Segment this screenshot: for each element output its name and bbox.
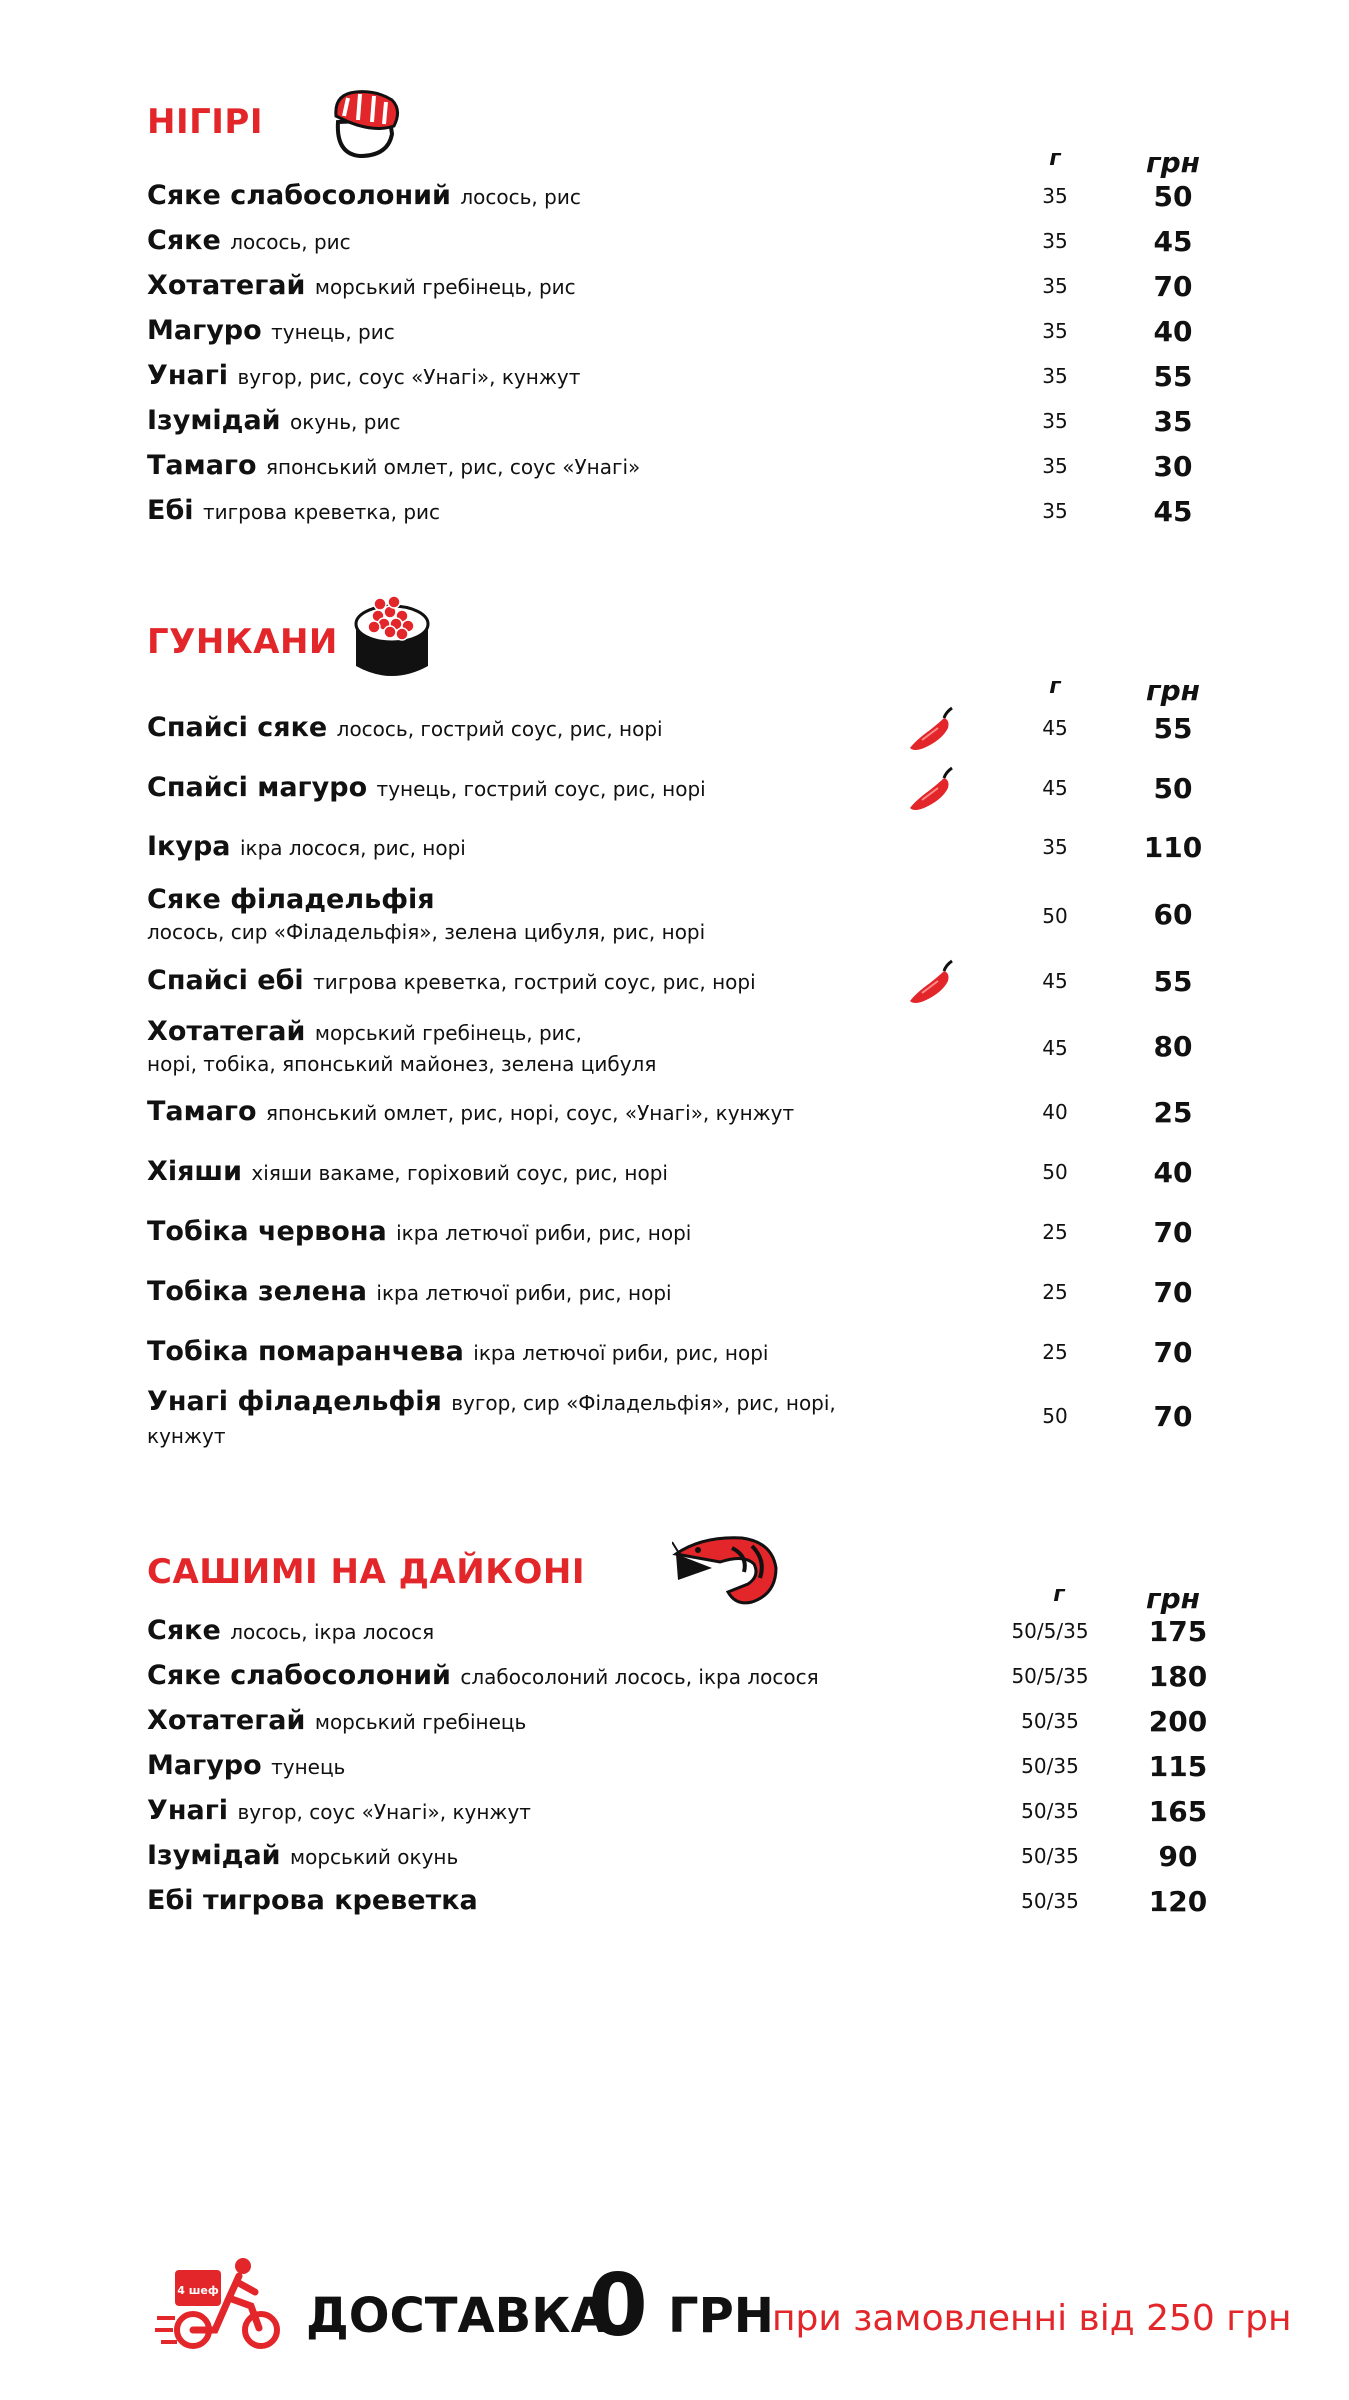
item-price: 50: [1153, 180, 1193, 213]
item-weight: 45: [1042, 1036, 1068, 1060]
sashimi-title: САШИМІ НА ДАЙКОНІ: [147, 1552, 585, 1592]
delivery-currency: ГРН: [668, 2288, 774, 2344]
item-description: морський окунь: [290, 1845, 459, 1869]
item-name: Ізумідай: [147, 1840, 281, 1871]
item-price: 25: [1153, 1096, 1193, 1129]
price-column-header: грн: [1145, 674, 1201, 707]
item-weight: 50: [1042, 904, 1068, 928]
chili-pepper-icon: [906, 959, 956, 1007]
delivery-condition: при замовленні від 250 грн: [772, 2298, 1292, 2339]
item-name: Магуро: [147, 1750, 262, 1781]
item-description: слабосолоний лосось, ікра лосося: [460, 1665, 819, 1689]
item-name: Хотатегай: [147, 1705, 306, 1736]
item-price: 120: [1148, 1885, 1208, 1918]
item-price: 45: [1153, 495, 1193, 528]
item-description: лосось, сир «Філадельфія», зелена цибуля, рис, норі: [147, 920, 706, 944]
item-name: Сяке: [147, 1615, 221, 1646]
item-weight: 50/35: [1021, 1889, 1079, 1913]
item-weight: 35: [1042, 835, 1068, 859]
item-name: Ебі тигрова креветка: [147, 1885, 478, 1916]
delivery-word: ДОСТАВКА: [306, 2288, 608, 2344]
item-name: Тобіка зелена: [147, 1276, 367, 1307]
item-price: 165: [1148, 1795, 1208, 1828]
item-description: тигрова креветка, рис: [202, 500, 441, 524]
item-price: 70: [1153, 1276, 1193, 1309]
item-description: тунець: [271, 1755, 346, 1779]
item-name: Тобіка помаранчева: [147, 1336, 464, 1367]
item-weight: 45: [1042, 716, 1068, 740]
item-name: Тобіка червона: [147, 1216, 387, 1247]
item-price: 55: [1153, 712, 1193, 745]
item-description: окунь, рис: [290, 410, 401, 434]
item-price: 70: [1153, 1336, 1193, 1369]
item-weight: 35: [1042, 184, 1068, 208]
item-weight: 50/35: [1021, 1709, 1079, 1733]
item-description: ікра летючої риби, рис, норі: [473, 1341, 769, 1365]
courier-box-label: 4 шеф: [177, 2284, 219, 2297]
item-name: Спайсі магуро: [147, 772, 368, 803]
item-price: 200: [1148, 1705, 1208, 1738]
item-weight: 25: [1042, 1280, 1068, 1304]
gunkan-sushi-icon: [350, 594, 434, 684]
shrimp-icon: [672, 1528, 782, 1608]
item-description: тунець, гострий соус, рис, норі: [376, 777, 706, 801]
item-description: вугор, сир «Філадельфія», рис, норі,: [451, 1391, 836, 1415]
item-description: японський омлет, рис, норі, соус, «Унагі», кунжут: [266, 1101, 795, 1125]
item-weight: 50: [1042, 1404, 1068, 1428]
item-description: морський гребінець, рис,: [314, 1021, 583, 1045]
item-weight: 35: [1042, 409, 1068, 433]
item-price: 70: [1153, 1400, 1193, 1433]
item-weight: 35: [1042, 499, 1068, 523]
item-name: Сяке слабосолоний: [147, 180, 451, 211]
item-price: 40: [1153, 315, 1193, 348]
weight-column-header: г: [1049, 146, 1061, 171]
item-description: морський гребінець, рис: [314, 275, 576, 299]
item-description: вугор, соус «Унагі», кунжут: [237, 1800, 531, 1824]
price-column-header: грн: [1145, 1582, 1201, 1615]
item-price: 60: [1153, 898, 1193, 931]
item-price: 70: [1153, 1216, 1193, 1249]
item-name: Сяке: [147, 225, 221, 256]
chili-pepper-icon: [906, 706, 956, 754]
item-description: вугор, рис, соус «Унагі», кунжут: [237, 365, 581, 389]
item-name: Ебі: [147, 495, 194, 526]
item-name: Унагі: [147, 360, 229, 391]
item-weight: 45: [1042, 969, 1068, 993]
item-weight: 35: [1042, 319, 1068, 343]
item-price: 50: [1153, 772, 1193, 805]
item-description: лосось, гострий соус, рис, норі: [336, 717, 663, 741]
item-description: лосось, ікра лосося: [230, 1620, 435, 1644]
weight-column-header: г: [1049, 674, 1061, 699]
price-column-header: грн: [1145, 146, 1201, 179]
item-description: японський омлет, рис, соус «Унагі»: [266, 455, 641, 479]
item-price: 115: [1148, 1750, 1208, 1783]
item-description: тигрова креветка, гострий соус, рис, норі: [313, 970, 756, 994]
gunkan-title: ГУНКАНИ: [147, 622, 338, 662]
item-weight: 35: [1042, 274, 1068, 298]
item-price: 110: [1143, 831, 1203, 864]
item-price: 55: [1153, 360, 1193, 393]
item-price: 30: [1153, 450, 1193, 483]
item-name: Спайсі ебі: [147, 965, 304, 996]
item-description: ікра летючої риби, рис, норі: [396, 1221, 692, 1245]
item-name: Хотатегай: [147, 270, 306, 301]
delivery-courier-icon: [155, 2252, 285, 2352]
item-price: 180: [1148, 1660, 1208, 1693]
item-weight: 50/5/35: [1011, 1619, 1089, 1643]
nigiri-sushi-icon: [330, 86, 404, 160]
item-weight: 50/35: [1021, 1844, 1079, 1868]
item-description: лосось, рис: [230, 230, 351, 254]
item-weight: 50/35: [1021, 1754, 1079, 1778]
item-price: 55: [1153, 965, 1193, 998]
item-weight: 35: [1042, 229, 1068, 253]
chili-pepper-icon: [906, 766, 956, 814]
item-name: Хотатегай: [147, 1016, 306, 1047]
item-weight: 35: [1042, 454, 1068, 478]
item-name: Тамаго: [147, 1096, 257, 1127]
item-description: ікра лосося, рис, норі: [239, 836, 466, 860]
item-description: ікра летючої риби, рис, норі: [376, 1281, 672, 1305]
item-description-line2: кунжут: [147, 1424, 226, 1448]
item-description: хіяши вакаме, горіховий соус, рис, норі: [251, 1161, 668, 1185]
item-weight: 40: [1042, 1100, 1068, 1124]
item-name: Ікура: [147, 831, 231, 862]
item-description-line2: норі, тобіка, японський майонез, зелена цибуля: [147, 1052, 657, 1076]
nigiri-title: НІГІРІ: [147, 102, 263, 142]
item-price: 70: [1153, 270, 1193, 303]
item-weight: 25: [1042, 1220, 1068, 1244]
item-weight: 25: [1042, 1340, 1068, 1364]
item-price: 175: [1148, 1615, 1208, 1648]
item-name: Сяке слабосолоний: [147, 1660, 451, 1691]
item-description: лосось, рис: [460, 185, 581, 209]
item-name: Унагі: [147, 1795, 229, 1826]
item-price: 90: [1158, 1840, 1198, 1873]
item-name: Магуро: [147, 315, 262, 346]
item-price: 40: [1153, 1156, 1193, 1189]
delivery-banner: [0, 2250, 1349, 2360]
item-price: 80: [1153, 1030, 1193, 1063]
item-weight: 50/5/35: [1011, 1664, 1089, 1688]
item-name: Хіяши: [147, 1156, 243, 1187]
item-weight: 50: [1042, 1160, 1068, 1184]
item-name: Спайсі сяке: [147, 712, 328, 743]
item-weight: 45: [1042, 776, 1068, 800]
item-name: Ізумідай: [147, 405, 281, 436]
item-weight: 35: [1042, 364, 1068, 388]
item-name: Унагі філадельфія: [147, 1386, 442, 1417]
item-price: 45: [1153, 225, 1193, 258]
item-price: 35: [1153, 405, 1193, 438]
item-name: Сяке філадельфія: [147, 884, 435, 915]
weight-column-header: г: [1053, 1582, 1065, 1607]
item-name: Тамаго: [147, 450, 257, 481]
item-description: морський гребінець: [314, 1710, 527, 1734]
item-description: тунець, рис: [271, 320, 395, 344]
delivery-price-zero: 0: [588, 2256, 648, 2356]
item-weight: 50/35: [1021, 1799, 1079, 1823]
